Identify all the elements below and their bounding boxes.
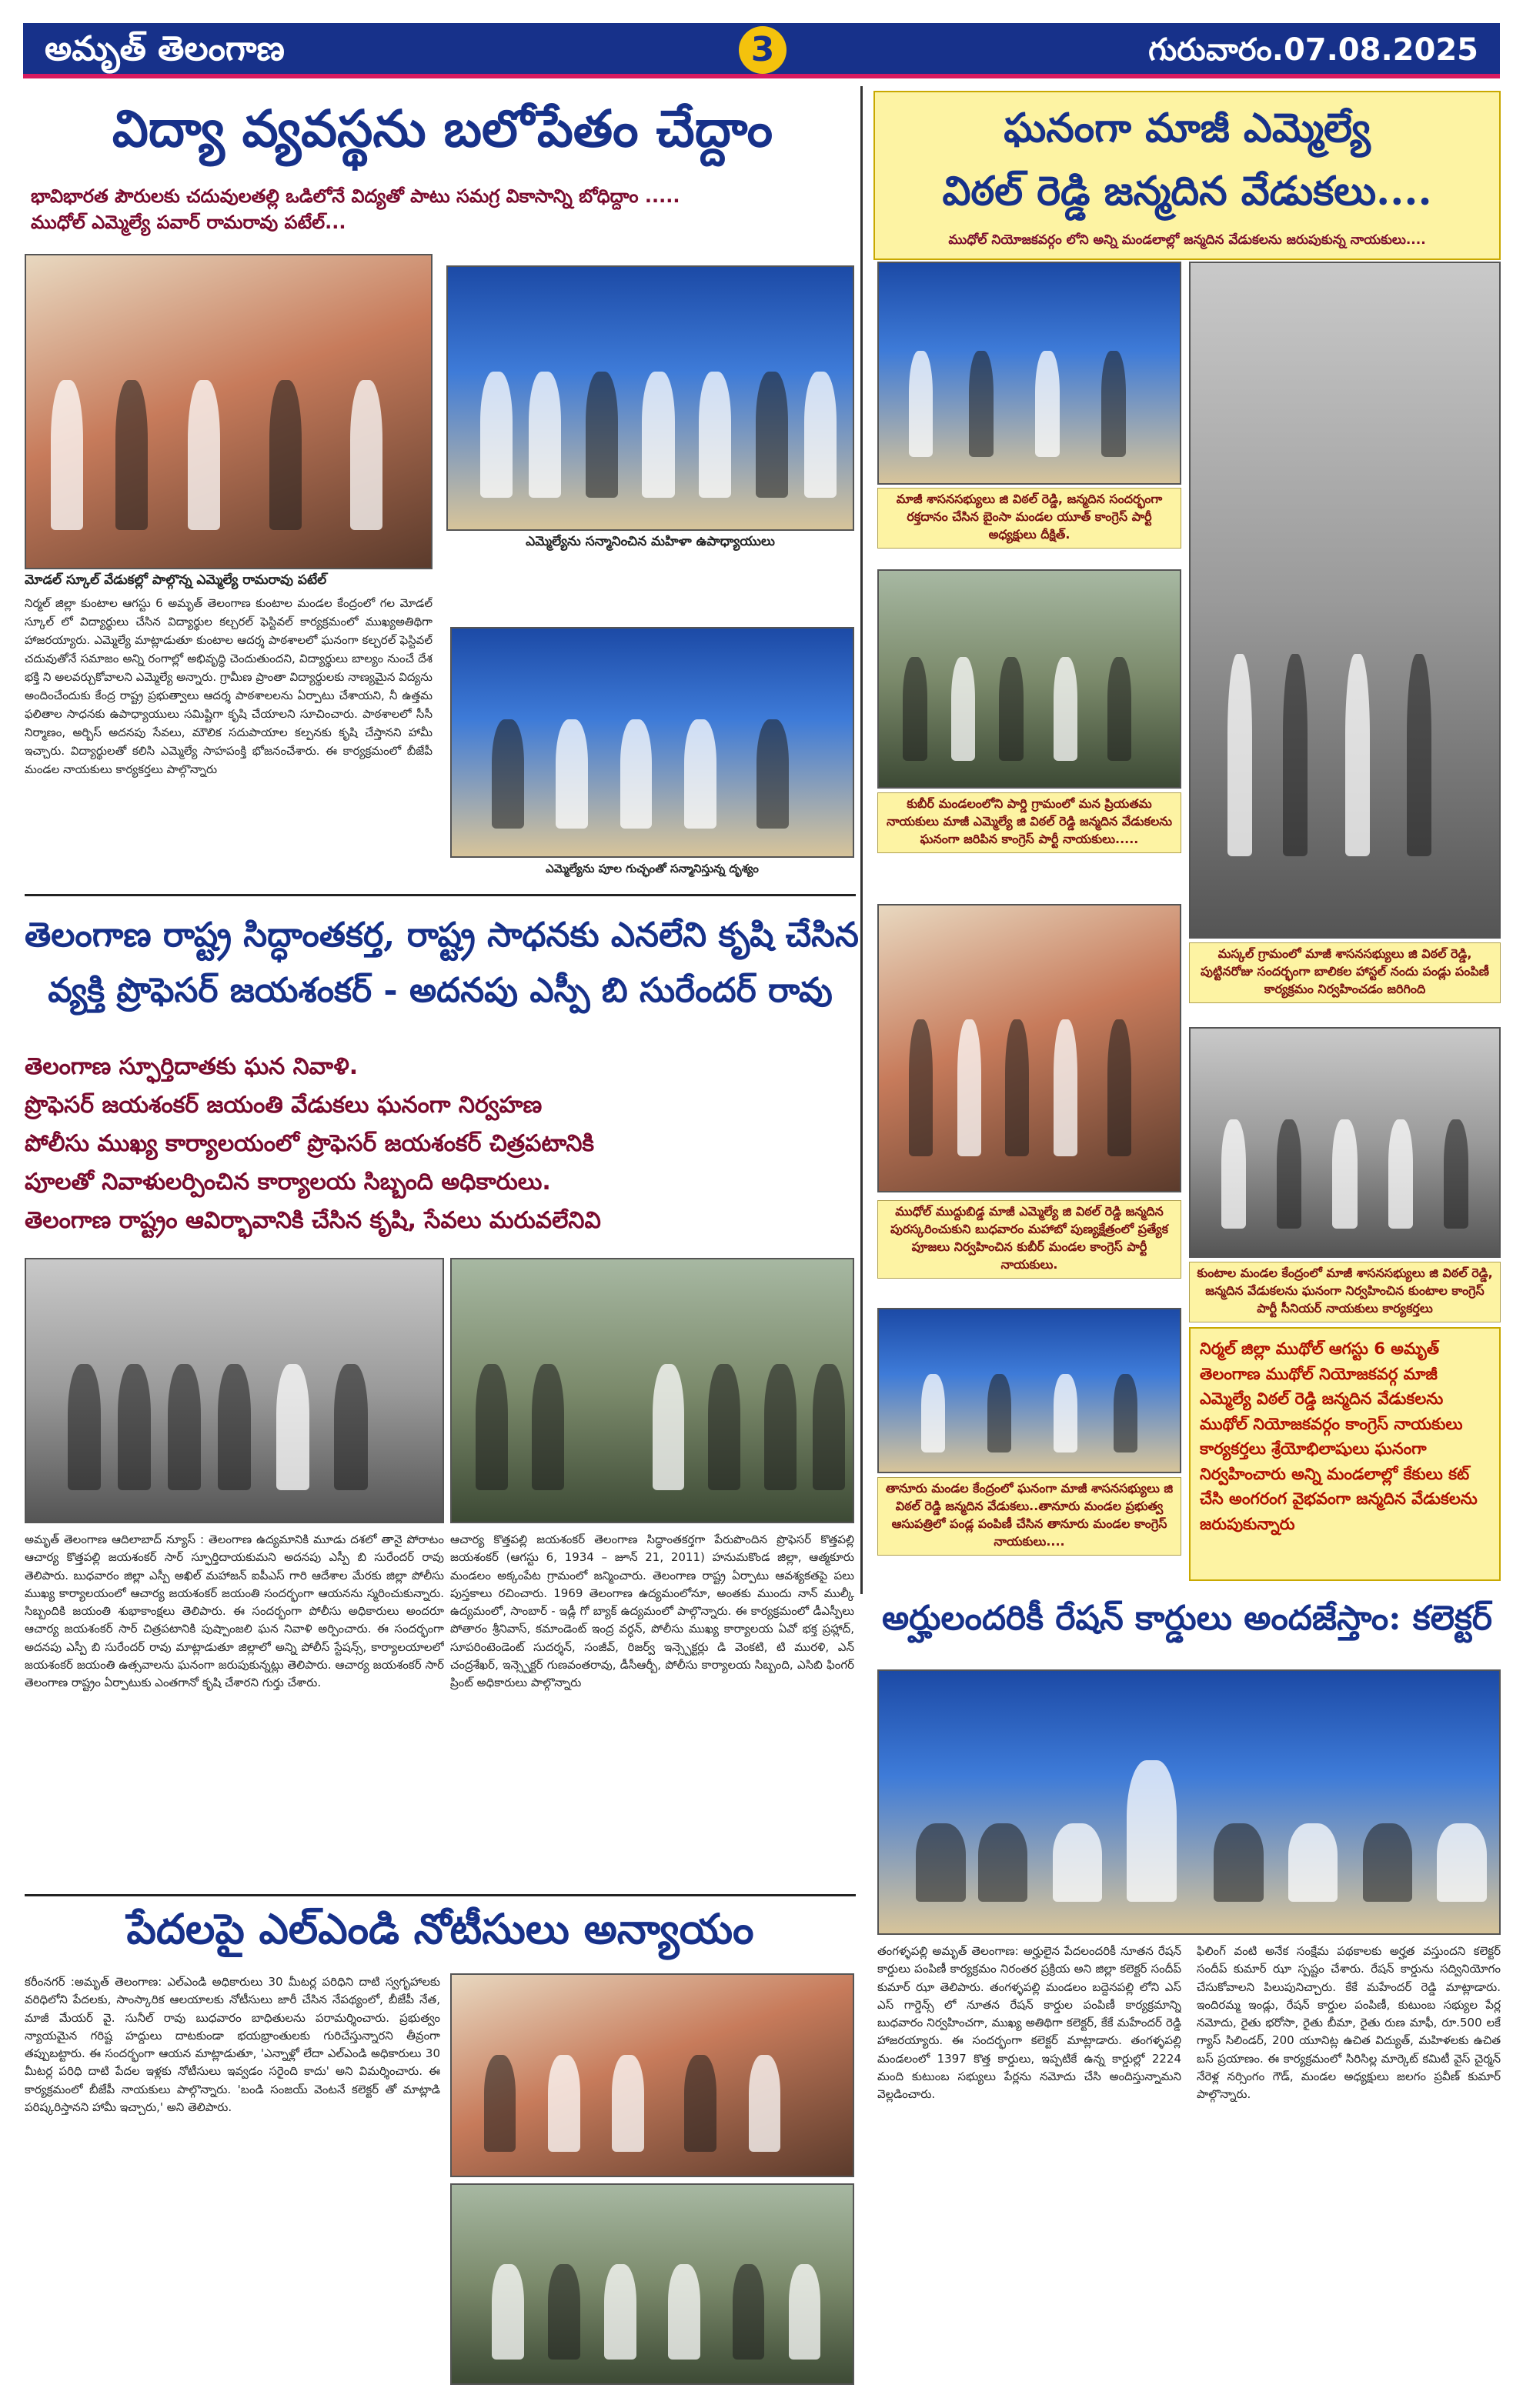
story3-body: కరీంనగర్ :అమృత్ తెలంగాణ: ఎల్ఎండి అధికారులు 30 మీటర్ల పరిధిని దాటి స్వగృహాలకు వరిధిలోని పేదలకు, సాంస్కారిక ఆలయాలకు నోటీసులు జారీ చేసిన నేపథ్యంలో, బీజేపీ నేత, మాజీ మేయర్ వై. సునీల్ రావు బుధవారం బాధితులను పరామర్శించారు. ప్రభుత్వం న్యాయమైన గరిష్ట హద్దులు దాటకుండా భయభ్రాంతులకు గురిచేస్తున్నారని తీవ్రంగా తప్పుబట్టారు. ఈ సందర్భంగా ఆయన మాట్లాడుతూ, 'ఎన్నాళ్లో లేదా ఎల్ఎండి అధికారులు 30 మీటర్ల పరిధి దాటి పేదల ఇళ్లకు నోటీసులు ఇవ్వడం సరైంది కాదు' అని విమర్శించారు. ఈ కార్యక్రమంలో బీజేపీ నాయకులు పాల్గొన్నారు. 'బండి సంజయ్ వెంటనే కలెక్టర్ తో మాట్లాడి పరిష్కరిస్తానని హామీ ఇచ్చారు,' అని తెలిపారు. bbox=[25, 1975, 440, 2114]
story2-headline-line2: వ్యక్తి ప్రొఫెసర్ జయశంకర్ - అదనపు ఎస్పీ బి సురేందర్ రావు bbox=[48, 971, 833, 1010]
story1-body: నిర్మల్ జిల్లా కుంటాల ఆగస్టు 6 అమృత్ తెలంగాణ కుంటాల మండల కేంద్రంలో గల మోడల్ స్కూల్ లో విద్యార్థులు చేసిన విద్యార్థుల కల్చరల్ ఫెస్టివల్ కార్యక్రమంలో ముఖ్యఅతిథిగా హాజరయ్యారు. ఎమ్మెల్యే మాట్లాడుతూ కుంటాల ఆదర్శ పాఠశాలలో ఘనంగా కల్చరల్ ఫెస్టివల్ చదువుతోనే సమాజం అన్ని రంగాల్లో అభివృద్ధి చెందుతుందని, విద్యార్థులు బాల్యం నుంచే దేశ భక్తి ని అలవర్చుకోవాలని ఎమ్మెల్యే అన్నారు. గ్రామీణ ప్రాంతా విద్యార్థులకు నాణ్యమైన విద్యను అందించేందుకు కేంద్ర రాష్ట్ర ప్రభుత్వాలు ఆదర్శ పాఠశాలలను ఏర్పాటు చేశాయని, నీ ఉత్తమ ఫలితాల సాధనకు ఉపాధ్యాయులు సమిష్టిగా కృషి చేయాలని సూచించారు. పాఠశాలలో సీసీ నిర్మాణం, అర్బిస్ అదనపు సేవలు, మౌలిక సదుపాయాల కల్పనకు కృషి చేస్తానని హామీ ఇచ్చారు. విద్యార్థులతో కలిసి ఎమ్మెల్యే సాహపంక్తి భోజనంచేశారు. ఈ కార్యక్రమంలో బీజేపీ మండల నాయకులు కార్యకర్తలు పాల్గొన్నారు bbox=[25, 596, 433, 776]
story4-photo-blood-donation bbox=[877, 262, 1181, 485]
story1-caption-left: మోడల్ స్కూల్ వేడుకల్లో పాల్గొన్న ఎమ్మెల్యే రామరావు పటేల్ bbox=[25, 572, 327, 588]
story1-headline: విద్యా వ్యవస్థను బలోపేతం చేద్దాం bbox=[112, 98, 773, 158]
story4-photo-kuntala bbox=[1189, 1027, 1501, 1258]
story1-subhead bbox=[31, 183, 854, 235]
story2-bullets bbox=[25, 1048, 856, 1240]
section-rule-2 bbox=[25, 1894, 856, 1896]
story2-body-right: ఆచార్య కొత్తపల్లి జయశంకర్ తెలంగాణ సిద్ధాంతకర్తగా పేరుపొందిన ప్రొఫెసర్ కొత్తపల్లి జయశంకర్ (ఆగస్టు 6, 1934 – జూన్ 21, 2011) హనుమకొండ జిల్లా, ఆత్మకూరు మండలం అక్కంపేట గ్రామంలో జన్మించారు. తెలంగాణ రాష్ట్ర ఏర్పాటు ఆవశ్యకతపై పలు పుస్తకాలు రచించారు. 1969 తెలంగాణ ఉద్యమంలోనూ, అంతకు ముందు నాన్ ముల్కీ ఉద్యమంలో, సాంబార్ - ఇడ్లీ గో బ్యాక్ ఉద్యమంలో పాల్గొన్నారు. ఈ కార్యక్రమంలో డీఎస్పీలు పోతారం శ్రీనివాస్, కమాండెంట్ ఇంద్ర వర్ధన్, పోలీసు ముఖ్య కార్యాలయ ఏవో భక్త ప్రహ్లాద్, సూపరింటెండెంట్ సుదర్శన్, సంజీవ్, రిజర్వ్ ఇన్స్పెక్టర్లు డి వెంకటి, టి మురళి, ఎన్ చంద్రశేఖర్, ఇన్స్పెక్టర్ గుణవంతరావు, డీసీఆర్బీ, పోలీసు కార్యాలయ సిబ్బంది, ఎసిబి ఫింగర్ ప్రింట్ అధికారులు పాల్గొన్నారు bbox=[450, 1533, 854, 1689]
story2-headline bbox=[25, 908, 859, 1019]
story4-caption-2: కుబీర్ మండలంలోని పార్డి గ్రామంలో మన ప్రియతమ నాయకులు మాజీ ఎమ్మెల్యే జి విఠల్ రెడ్డి జన్మదిన వేడుకలను ఘనంగా జరిపిన కాంగ్రెస్ పార్టీ నాయకులు..... bbox=[877, 792, 1181, 853]
story4-caption-3: మస్కల్ గ్రామంలో మాజీ శాసనసభ్యులు జి విఠల్ రెడ్డి, పుట్టినరోజు సందర్భంగా బాలికల హాస్టల్ నందు పండ్లు పంపిణీ కార్యక్రమం నిర్వహించడం జరిగింది bbox=[1189, 942, 1501, 1003]
story4-photo-hostel-meal bbox=[1189, 262, 1501, 939]
story1-caption-right-bottom: ఎమ్మెల్యేను పూల గుచ్ఛంతో సన్మానిస్తున్న దృశ్యం bbox=[546, 862, 759, 875]
story4-caption-5: కుంటాల మండల కేంద్రంలో మాజీ శాసనసభ్యులు జి విఠల్ రెడ్డి, జన్మదిన వేడుకలను ఘనంగా నిర్వహించిన కుంటాల కాంగ్రెస్ పార్టీ సీనియర్ నాయకులు కార్యకర్తలు bbox=[1189, 1262, 1501, 1322]
story2-bullet: పోలీసు ముఖ్య కార్యాలయంలో ప్రొఫెసర్ జయశంకర్ చిత్రపటానికి bbox=[25, 1130, 595, 1157]
story4-caption-4: ముధోల్ ముద్దుబిడ్డ మాజీ ఎమ్మెల్యే జి విఠల్ రెడ్డి జన్మదిన పురస్కరించుకుని బుధవారం మహాబో పుణ్యక్షేత్రంలో ప్రత్యేక పూజలు నిర్వహించిన కుబీర్ మండల కాంగ్రెస్ పార్టీ నాయకులు. bbox=[877, 1200, 1181, 1279]
story1-photo-school-event bbox=[25, 254, 433, 569]
story4-photo-pardi-village bbox=[877, 569, 1181, 789]
story2-bullet: ప్రొఫెసర్ జయశంకర్ జయంతి వేడుకలు ఘనంగా నిర్వహణ bbox=[25, 1092, 543, 1119]
section-rule-1 bbox=[25, 894, 856, 896]
story5-headline: అర్హులందరికీ రేషన్ కార్డులు అందజేస్తాం: కలెక్టర్ bbox=[881, 1599, 1493, 1638]
issue-date: గురువారం.07.08.2025 bbox=[1148, 32, 1478, 68]
story4-caption-1: మాజీ శాసనసభ్యులు జి విఠల్ రెడ్డి, జన్మదిన సందర్భంగా రక్తదానం చేసిన బైంసా మండల యూత్ కాంగ్రెస్ పార్టీ అధ్యక్షులు దీక్షిత్. bbox=[877, 488, 1181, 549]
story4-caption-6: తానూరు మండల కేంద్రంలో ఘనంగా మాజీ శాసనసభ్యులు జి విఠల్ రెడ్డి జన్మదిన వేడుకలు..తానూరు మండల ప్రభుత్వ ఆసుపత్రిలో పండ్ల పంపిణీ చేసిన తానూరు మండల కాంగ్రెస్ నాయకులు.... bbox=[877, 1477, 1181, 1556]
newspaper-brand: అమృత్ తెలంగాణ bbox=[45, 29, 285, 68]
page-number: 3 bbox=[739, 26, 787, 74]
story3-headline: పేదలపై ఎల్ఎండి నోటీసులు అన్యాయం bbox=[126, 1904, 754, 1953]
story3-photo-residents bbox=[450, 1973, 854, 2177]
story5-photo-collector-meeting bbox=[877, 1669, 1501, 1935]
story1-subhead-line1: భావిభారత పౌరులకు చదువులతల్లి ఒడిలోనే విద్యతో పాటు సమగ్ర వికాసాన్ని బోధిద్దాం ..... bbox=[31, 185, 680, 207]
story5-body-left: తంగళ్ళపల్లి అమృత్ తెలంగాణ: అర్హులైన పేదలందరికీ నూతన రేషన్ కార్డులు పంపిణీ కార్యక్రమం నిరంతర ప్రక్రియ అని జిల్లా కలెక్టర్ సందీప్ కుమార్ ఝా తెలిపారు. తంగళ్ళపల్లి మండలం బద్దెనపల్లి లోని ఎస్ ఎస్ గార్డెన్స్ లో నూతన రేషన్ కార్డుల పంపిణీ కార్యక్రమాన్ని బుధవారం నిర్వహించగా, ముఖ్య అతిథిగా కలెక్టర్, కేకే మహేందర్ రెడ్డి హాజరయ్యారు. ఈ సందర్భంగా కలెక్టర్ మాట్లాడారు. తంగళ్ళపల్లి మండలంలో 1397 కొత్త కార్డులు, ఇప్పటికే ఉన్న కార్డుల్లో 2224 మంది కుటుంబ సభ్యులు పేర్లను నమోదు చేసి అందిస్తున్నామని వెల్లడించారు. bbox=[877, 1944, 1181, 2101]
story1-caption-right-top: ఎమ్మెల్యేను సన్మానించిన మహిళా ఉపాధ్యాయులు bbox=[526, 534, 775, 549]
story4-photo-temple bbox=[877, 904, 1181, 1192]
story1-subhead-line2: ముధోల్ ఎమ్మెల్యే పవార్ రామరావు పటేల్... bbox=[31, 212, 346, 233]
story3-photo-street-visit bbox=[450, 2183, 854, 2385]
story4-photo-tanur-hospital bbox=[877, 1308, 1181, 1473]
story2-bullet: పూలతో నివాళులర్పించిన కార్యాలయ సిబ్బంది అధికారులు. bbox=[25, 1169, 551, 1196]
column-divider bbox=[860, 86, 863, 1594]
story2-body-left: అమృత్ తెలంగాణ ఆదిలాబాద్ న్యూస్ : తెలంగాణ ఉద్యమానికి మూడు దశలో తానై పోరాటం ఆచార్య కొత్తపల్లి జయశంకర్ సార్ స్ఫూర్తిదాయకుమని అదనపు ఎస్పీ బి సురేందర్ రావు తెలిపారు. బుధవారం జిల్లా ఎస్పీ అఖిల్ మహాజన్ ఐపీఎస్ గారి ఆదేశాల మేరకు జిల్లా పోలీసు ముఖ్య కార్యాలయంలో ఆచార్య జయశంకర్ జయంతి సందర్భంగా ఆయనను స్మరించుకున్నారు. సిబ్బందికి జయంతి శుభాకాంక్షలు తెలిపారు. ఈ సందర్భంగా పోలీసు అధికారులు అందరూ ఆచార్య జయశంకర్ సార్ చిత్రపటానికి పుష్పాంజలి ఘన నివాళి అర్పించారు. ఈ సందర్భంగా అదనపు ఎస్పీ బి సురేందర్ రావు మాట్లాడుతూ జిల్లాలో అన్ని పోలీస్ స్టేషన్స్, కార్యాలయాలలో జయశంకర్ జయంతి ఉత్సవాలను ఘనంగా జరుపుకున్నట్లు తెలిపారు. ఆచార్య జయశంకర్ సార్ తెలంగాణ రాష్ట్రం ఏర్పాటుకు ఎంతగానో కృషి చేశారని గుర్తు చేశారు. bbox=[25, 1533, 444, 1689]
story4-subhead: ముధోల్ నియోజకవర్గం లోని అన్ని మండలాల్లో జన్మదిన వేడుకలను జరుపుకున్న నాయకులు.... bbox=[948, 232, 1426, 248]
story2-bullet: తెలంగాణ స్ఫూర్తిదాతకు ఘన నివాళి. bbox=[25, 1053, 359, 1080]
story5-body-right: ఫిలింగ్ వంటి అనేక సంక్షేమ పథకాలకు అర్హత వస్తుందని కలెక్టర్ సందీప్ కుమార్ ఝా స్పష్టం చేశారు. రేషన్ కార్డును సద్వినియోగం చేసుకోవాలని పిలుపునిచ్చారు. కేకే మహేందర్ రెడ్డి మాట్లాడారు. ఇందిరమ్మ ఇండ్లు, రేషన్ కార్డుల పంపిణీ, కుటుంబ సభ్యుల పేర్ల నమోదు, రైతు భరోసా, రైతు బీమా, రైతు రుణ మాఫీ, రూ.500 లకే గ్యాస్ సిలిండర్, 200 యూనిట్ల ఉచిత విద్యుత్, మహిళలకు ఉచిత బస్ ప్రయాణం. ఈ కార్యక్రమంలో సిరిసిల్ల మార్కెట్ కమిటీ వైస్ చైర్మన్ నేరెళ్ల నర్సింగం గౌడ్, మండల అధ్యక్షులు జలగం ప్రవీణ్ కుమార్ పాల్గొన్నారు. bbox=[1197, 1944, 1501, 2101]
story1-photo-bouquet bbox=[450, 627, 854, 858]
story4-highlight: నిర్మల్ జిల్లా ముథోల్ ఆగస్టు 6 అమృత్ తెలంగాణ ముథోల్ నియోజకవర్గ మాజీ ఎమ్మెల్యే విఠల్ రెడ్డి జన్మదిన వేడుకలను ముథోల్ నియోజకవర్గం కాంగ్రెస్ నాయకులు కార్యకర్తలు శ్రేయోభిలాషులు ఘనంగా నిర్వహించారు అన్ని మండలాల్లో కేకులు కట్ చేసి అంగరంగ వైభవంగా జన్మదిన వేడుకలను జరుపుకున్నారు bbox=[1189, 1327, 1501, 1581]
story4-headline-line2: విఠల్ రెడ్డి జన్మదిన వేడుకలు.... bbox=[942, 168, 1432, 215]
masthead bbox=[23, 23, 1500, 78]
story4-headline-line1: ఘనంగా మాజీ ఎమ్మెల్యే bbox=[1004, 105, 1371, 152]
story2-bullet: తెలంగాణ రాష్ట్రం ఆవిర్భావానికి చేసిన కృషి, సేవలు మరువలేనివి bbox=[25, 1207, 601, 1234]
story4-headline-box bbox=[873, 91, 1501, 260]
story2-photo-police-office bbox=[25, 1258, 444, 1523]
story2-headline-line1: తెలంగాణ రాష్ట్ర సిద్ధాంతకర్త, రాష్ట్ర సాధనకు ఎనలేని కృషి చేసిన bbox=[25, 916, 859, 955]
story2-photo-police-line bbox=[450, 1258, 854, 1523]
story1-photo-felicitation bbox=[446, 265, 854, 531]
